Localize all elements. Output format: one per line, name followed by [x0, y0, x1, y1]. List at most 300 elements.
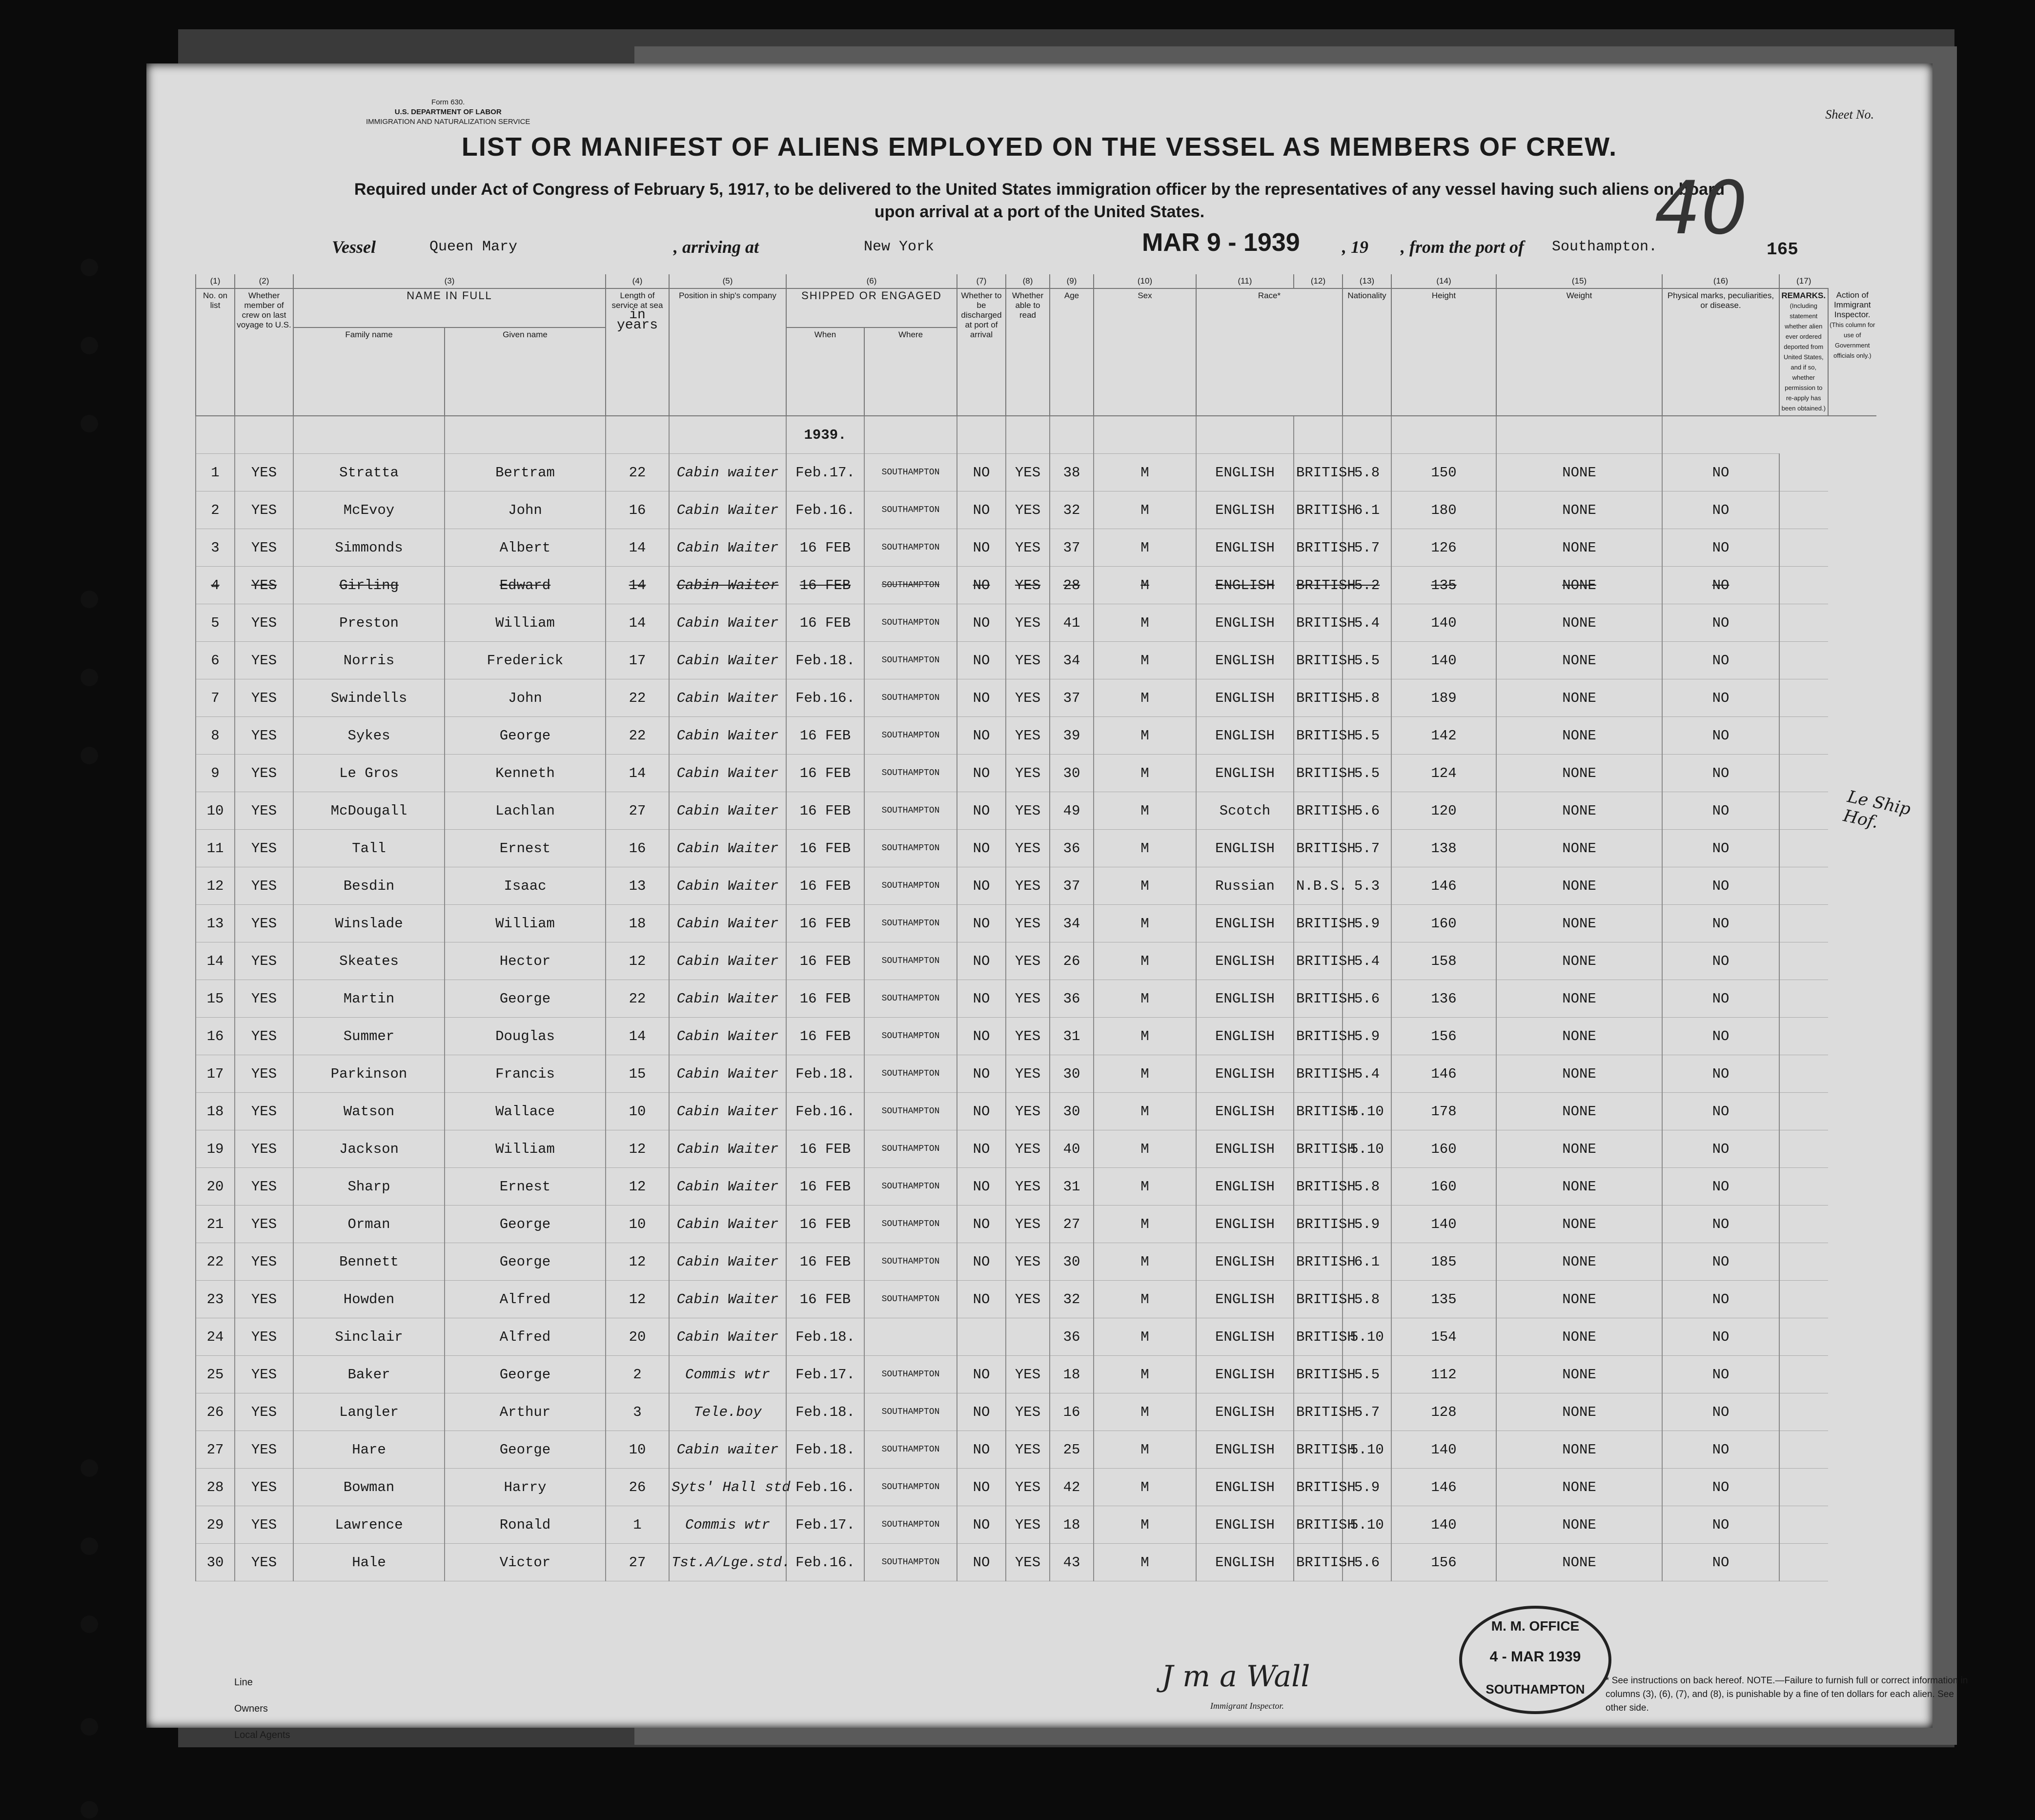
table-row [196, 1393, 1876, 1431]
cell-weight: 158 [1391, 942, 1496, 980]
cell-family: Parkinson [293, 1055, 445, 1093]
cell-no: 14 [196, 942, 235, 980]
colnum: (1) [196, 274, 235, 288]
cell-when: Feb.18. [786, 1431, 864, 1469]
cell-marks: NONE [1496, 792, 1662, 830]
cell-read: YES [1006, 792, 1050, 830]
cell-disch: NO [957, 491, 1006, 529]
cell-given: Francis [445, 1055, 606, 1093]
cell-family: Sinclair [293, 1318, 445, 1356]
cell-race: ENGLISH [1196, 830, 1294, 867]
cell-when: 16 FEB [786, 1130, 864, 1168]
cell-where: SOUTHAMPTON [864, 755, 957, 792]
cell-weight: 150 [1391, 454, 1496, 491]
cell-read: YES [1006, 491, 1050, 529]
cell-given: George [445, 717, 606, 755]
cell-where: SOUTHAMPTON [864, 1018, 957, 1055]
cell-action [1779, 1206, 1828, 1243]
header-given-name: Given name [445, 327, 606, 416]
cell-given: Bertram [445, 454, 606, 491]
cell-where: SOUTHAMPTON [864, 905, 957, 942]
cell-sex: M [1094, 942, 1196, 980]
cell-remarks: NO [1662, 980, 1779, 1018]
colnum: (2) [235, 274, 293, 288]
cell-marks: NONE [1496, 942, 1662, 980]
cell-age: 26 [1050, 942, 1094, 980]
cell-read: YES [1006, 1243, 1050, 1281]
binder-hole [81, 337, 98, 354]
binder-hole [81, 1718, 98, 1736]
cell-position: Cabin Waiter [669, 1206, 786, 1243]
cell-disch: NO [957, 1506, 1006, 1544]
cell-where: SOUTHAMPTON [864, 567, 957, 604]
cell-marks: NONE [1496, 679, 1662, 717]
cell-given: William [445, 604, 606, 642]
table-row [196, 1431, 1876, 1469]
cell-race: ENGLISH [1196, 755, 1294, 792]
header-action [1828, 288, 1877, 416]
cell-marks: NONE [1496, 1393, 1662, 1431]
cell-age: 18 [1050, 1356, 1094, 1393]
cell-no: 25 [196, 1356, 235, 1393]
cell-race: ENGLISH [1196, 905, 1294, 942]
cell-remarks: NO [1662, 642, 1779, 679]
cell-last: YES [235, 1281, 293, 1318]
cell-nat: BRITISH [1294, 491, 1343, 529]
cell-family: Skeates [293, 942, 445, 980]
header-row [196, 288, 1876, 327]
cell-last: YES [235, 604, 293, 642]
vessel-name: Queen Mary [429, 239, 518, 255]
cell-no: 18 [196, 1093, 235, 1130]
cell-last: YES [235, 1055, 293, 1093]
cell-when: 16 FEB [786, 942, 864, 980]
cell-remarks: NO [1662, 905, 1779, 942]
cell-when: 16 FEB [786, 604, 864, 642]
cell-age: 34 [1050, 642, 1094, 679]
cell-when: 16 FEB [786, 1281, 864, 1318]
cell-family: Lawrence [293, 1506, 445, 1544]
cell-where: SOUTHAMPTON [864, 529, 957, 567]
cell-no: 13 [196, 905, 235, 942]
cell-service: 12 [606, 942, 669, 980]
cell-position: Commis wtr [669, 1356, 786, 1393]
cell-position: Tst.A/Lge.std. [669, 1544, 786, 1581]
cell-no: 19 [196, 1130, 235, 1168]
cell-weight: 180 [1391, 491, 1496, 529]
table-row [196, 679, 1876, 717]
vessel-label: Vessel [332, 237, 376, 257]
manifest-page [146, 63, 1968, 1740]
cell-remarks: NO [1662, 1055, 1779, 1093]
table-row [196, 1506, 1876, 1544]
cell-age: 41 [1050, 604, 1094, 642]
cell-last: YES [235, 942, 293, 980]
cell-race: ENGLISH [1196, 491, 1294, 529]
cell-service: 14 [606, 755, 669, 792]
cell-read: YES [1006, 1206, 1050, 1243]
cell-service: 22 [606, 980, 669, 1018]
cell-action [1779, 717, 1828, 755]
cell-sex: M [1094, 755, 1196, 792]
cell-nat: BRITISH [1294, 1281, 1343, 1318]
binder-hole [81, 591, 98, 608]
cell-where [864, 1318, 957, 1356]
cell-age: 34 [1050, 905, 1094, 942]
cell-disch: NO [957, 679, 1006, 717]
cell-service: 22 [606, 454, 669, 491]
cell-height: 5.2 [1343, 567, 1391, 604]
cell-given: George [445, 1431, 606, 1469]
cell-weight: 140 [1391, 1206, 1496, 1243]
cell-position: Cabin Waiter [669, 792, 786, 830]
cell-height: 5.4 [1343, 942, 1391, 980]
cell-service: 12 [606, 1243, 669, 1281]
header-discharged: Whether to be discharged at port of arrival [957, 288, 1006, 416]
cell-nat: BRITISH [1294, 942, 1343, 980]
cell-when: 16 FEB [786, 1206, 864, 1243]
cell-age: 30 [1050, 1055, 1094, 1093]
table-row [196, 604, 1876, 642]
cell-sex: M [1094, 1393, 1196, 1431]
cell-no: 22 [196, 1243, 235, 1281]
cell-disch: NO [957, 1544, 1006, 1581]
cell-family: Bowman [293, 1469, 445, 1506]
cell-read: YES [1006, 1055, 1050, 1093]
table-row [196, 1243, 1876, 1281]
cell-height: 5.10 [1343, 1506, 1391, 1544]
cell-remarks: NO [1662, 1168, 1779, 1206]
cell-given: Harry [445, 1469, 606, 1506]
header-service-unit: in years [616, 307, 658, 333]
header-weight: Weight [1496, 288, 1662, 416]
cell-service: 13 [606, 867, 669, 905]
colnum: (7) [957, 274, 1006, 288]
cell-disch: NO [957, 1281, 1006, 1318]
cell-remarks: NO [1662, 1318, 1779, 1356]
cell-where: SOUTHAMPTON [864, 830, 957, 867]
cell-service: 10 [606, 1431, 669, 1469]
cell-age: 32 [1050, 491, 1094, 529]
footer-labels [234, 1669, 290, 1748]
cell-disch [957, 1318, 1006, 1356]
cell-family: Jackson [293, 1130, 445, 1168]
cell-action [1779, 1130, 1828, 1168]
cell-height: 5.9 [1343, 1469, 1391, 1506]
cell-service: 15 [606, 1055, 669, 1093]
cell-sex: M [1094, 1018, 1196, 1055]
cell-where: SOUTHAMPTON [864, 491, 957, 529]
cell-remarks: NO [1662, 529, 1779, 567]
cell-when: Feb.16. [786, 1544, 864, 1581]
cell-no: 29 [196, 1506, 235, 1544]
cell-race: ENGLISH [1196, 1281, 1294, 1318]
cell-where: SOUTHAMPTON [864, 604, 957, 642]
cell-sex: M [1094, 830, 1196, 867]
cell-given: Isaac [445, 867, 606, 905]
table-row [196, 792, 1876, 830]
cell-nat: BRITISH [1294, 1469, 1343, 1506]
cell-age: 18 [1050, 1506, 1094, 1544]
cell-age: 30 [1050, 755, 1094, 792]
cell-no: 3 [196, 529, 235, 567]
cell-read: YES [1006, 604, 1050, 642]
cell-when: 16 FEB [786, 867, 864, 905]
cell-read: YES [1006, 942, 1050, 980]
cell-family: Hare [293, 1431, 445, 1469]
cell-when: Feb.16. [786, 1093, 864, 1130]
cell-last: YES [235, 1544, 293, 1581]
colnum: (11) [1196, 274, 1294, 288]
cell-given: Alfred [445, 1318, 606, 1356]
cell-read [1006, 1318, 1050, 1356]
cell-position: Cabin Waiter [669, 905, 786, 942]
stamp-date: 4 - MAR 1939 [1489, 1649, 1581, 1665]
cell-action [1779, 1469, 1828, 1506]
cell-weight: 136 [1391, 980, 1496, 1018]
cell-marks: NONE [1496, 755, 1662, 792]
sheet-number-handwritten: 40 [1654, 166, 1748, 251]
cell-family: Girling [293, 567, 445, 604]
cell-remarks: NO [1662, 717, 1779, 755]
table-row [196, 1206, 1876, 1243]
cell-last: YES [235, 491, 293, 529]
cell-when: Feb.18. [786, 1055, 864, 1093]
column-number-row [196, 274, 1876, 288]
cell-action [1779, 1318, 1828, 1356]
cell-given: Ernest [445, 830, 606, 867]
header-remarks-note: (Including statement whether alien ever ordered deported from United States, and if so, whether permission to re-apply has been obtained.) [1781, 302, 1826, 412]
cell-last: YES [235, 1318, 293, 1356]
cell-service: 16 [606, 491, 669, 529]
cell-no: 1 [196, 454, 235, 491]
cell-last: YES [235, 792, 293, 830]
cell-where: SOUTHAMPTON [864, 1356, 957, 1393]
cell-sex: M [1094, 529, 1196, 567]
cell-nat: BRITISH [1294, 1544, 1343, 1581]
table-row [196, 1018, 1876, 1055]
cell-disch: NO [957, 867, 1006, 905]
cell-race: ENGLISH [1196, 567, 1294, 604]
cell-disch: NO [957, 1130, 1006, 1168]
cell-weight: 178 [1391, 1093, 1496, 1130]
cell-age: 40 [1050, 1130, 1094, 1168]
colnum: (14) [1391, 274, 1496, 288]
cell-disch: NO [957, 567, 1006, 604]
cell-last: YES [235, 642, 293, 679]
cell-sex: M [1094, 1469, 1196, 1506]
cell-disch: NO [957, 980, 1006, 1018]
cell-service: 1 [606, 1506, 669, 1544]
cell-weight: 156 [1391, 1544, 1496, 1581]
cell-height: 5.9 [1343, 1018, 1391, 1055]
cell-last: YES [235, 1393, 293, 1431]
table-row [196, 1168, 1876, 1206]
cell-race: ENGLISH [1196, 1243, 1294, 1281]
cell-when: 16 FEB [786, 1018, 864, 1055]
cell-sex: M [1094, 1168, 1196, 1206]
cell-action [1779, 905, 1828, 942]
binder-hole [81, 1616, 98, 1633]
office-stamp [1459, 1606, 1611, 1714]
cell-remarks: NO [1662, 792, 1779, 830]
cell-service: 2 [606, 1356, 669, 1393]
cell-height: 5.10 [1343, 1318, 1391, 1356]
cell-family: Orman [293, 1206, 445, 1243]
cell-no: 7 [196, 679, 235, 717]
cell-when: 16 FEB [786, 755, 864, 792]
binder-hole [81, 259, 98, 276]
cell-disch: NO [957, 454, 1006, 491]
cell-no: 5 [196, 604, 235, 642]
cell-disch: NO [957, 905, 1006, 942]
cell-action [1779, 567, 1828, 604]
year-label: , 19 [1342, 237, 1368, 257]
cell-service: 14 [606, 529, 669, 567]
cell-no: 8 [196, 717, 235, 755]
cell-read: YES [1006, 529, 1050, 567]
cell-marks: NONE [1496, 454, 1662, 491]
cell-read: YES [1006, 1093, 1050, 1130]
cell-action [1779, 1281, 1828, 1318]
cell-service: 17 [606, 642, 669, 679]
cell-family: Besdin [293, 867, 445, 905]
cell-height: 5.5 [1343, 717, 1391, 755]
cell-weight: 160 [1391, 1168, 1496, 1206]
cell-no: 9 [196, 755, 235, 792]
cell-service: 22 [606, 679, 669, 717]
cell-remarks: NO [1662, 679, 1779, 717]
table-row [196, 867, 1876, 905]
cell-family: Winslade [293, 905, 445, 942]
cell-service: 27 [606, 1544, 669, 1581]
cell-family: McEvoy [293, 491, 445, 529]
binder-hole [81, 747, 98, 764]
cell-remarks: NO [1662, 942, 1779, 980]
inspector-signature: J m a Wall [1161, 1659, 1310, 1694]
cell-family: Bennett [293, 1243, 445, 1281]
cell-height: 5.6 [1343, 980, 1391, 1018]
cell-given: George [445, 980, 606, 1018]
cell-last: YES [235, 1469, 293, 1506]
cell-action [1779, 755, 1828, 792]
cell-family: Martin [293, 980, 445, 1018]
cell-weight: 140 [1391, 1506, 1496, 1544]
cell-position: Cabin Waiter [669, 1130, 786, 1168]
cell-nat: BRITISH [1294, 1506, 1343, 1544]
cell-marks: NONE [1496, 1506, 1662, 1544]
arriving-port: New York [864, 239, 935, 255]
crew-rows [196, 454, 1876, 1581]
cell-read: YES [1006, 1506, 1050, 1544]
cell-weight: 146 [1391, 867, 1496, 905]
cell-nat: BRITISH [1294, 717, 1343, 755]
cell-disch: NO [957, 942, 1006, 980]
cell-race: ENGLISH [1196, 1544, 1294, 1581]
cell-position: Cabin Waiter [669, 1093, 786, 1130]
cell-position: Cabin Waiter [669, 1243, 786, 1281]
cell-no: 30 [196, 1544, 235, 1581]
cell-where: SOUTHAMPTON [864, 867, 957, 905]
table-row [196, 905, 1876, 942]
cell-position: Cabin Waiter [669, 1168, 786, 1206]
binder-hole [81, 669, 98, 686]
cell-remarks: NO [1662, 1431, 1779, 1469]
header-service-label: Length of service at sea [611, 291, 663, 310]
cell-height: 5.7 [1343, 529, 1391, 567]
cell-height: 5.7 [1343, 1393, 1391, 1431]
cell-action [1779, 679, 1828, 717]
crew-table [195, 274, 1876, 1581]
cell-action [1779, 1506, 1828, 1544]
cell-family: Swindells [293, 679, 445, 717]
cell-weight: 160 [1391, 1130, 1496, 1168]
cell-race: ENGLISH [1196, 1506, 1294, 1544]
cell-marks: NONE [1496, 830, 1662, 867]
stamp-top: M. M. OFFICE [1491, 1618, 1580, 1634]
cell-remarks: NO [1662, 454, 1779, 491]
cell-nat: BRITISH [1294, 679, 1343, 717]
from-port: Southampton. [1552, 239, 1658, 255]
cell-disch: NO [957, 1018, 1006, 1055]
table-row [196, 491, 1876, 529]
cell-position: Cabin Waiter [669, 642, 786, 679]
cell-remarks: NO [1662, 1544, 1779, 1581]
cell-race: ENGLISH [1196, 1055, 1294, 1093]
cell-service: 12 [606, 1281, 669, 1318]
cell-disch: NO [957, 1356, 1006, 1393]
colnum: (9) [1050, 274, 1094, 288]
cell-marks: NONE [1496, 905, 1662, 942]
cell-marks: NONE [1496, 1318, 1662, 1356]
cell-family: Baker [293, 1356, 445, 1393]
cell-age: 43 [1050, 1544, 1094, 1581]
cell-nat: BRITISH [1294, 1055, 1343, 1093]
cell-weight: 140 [1391, 604, 1496, 642]
binder-hole [81, 1537, 98, 1555]
cell-action [1779, 942, 1828, 980]
cell-given: Albert [445, 529, 606, 567]
cell-race: ENGLISH [1196, 1018, 1294, 1055]
cell-read: YES [1006, 867, 1050, 905]
cell-no: 2 [196, 491, 235, 529]
cell-sex: M [1094, 604, 1196, 642]
cell-disch: NO [957, 1206, 1006, 1243]
margin-note: Le Ship Hof. [1841, 787, 1913, 833]
table-row [196, 1318, 1876, 1356]
cell-when: Feb.17. [786, 454, 864, 491]
header-shipped: SHIPPED OR ENGAGED [786, 288, 957, 327]
cell-last: YES [235, 1243, 293, 1281]
cell-nat: BRITISH [1294, 1318, 1343, 1356]
cell-disch: NO [957, 1055, 1006, 1093]
colnum: (4) [606, 274, 669, 288]
header-remarks [1779, 288, 1828, 416]
cell-weight: 146 [1391, 1469, 1496, 1506]
cell-where: SOUTHAMPTON [864, 1055, 957, 1093]
cell-nat: BRITISH [1294, 905, 1343, 942]
cell-remarks: NO [1662, 491, 1779, 529]
cell-sex: M [1094, 1506, 1196, 1544]
cell-sex: M [1094, 491, 1196, 529]
cell-height: 5.10 [1343, 1093, 1391, 1130]
cell-action [1779, 1093, 1828, 1130]
from-port-label: , from the port of [1401, 237, 1525, 257]
cell-position: Commis wtr [669, 1506, 786, 1544]
cell-family: Howden [293, 1281, 445, 1318]
list-number: 165 [1767, 240, 1798, 260]
cell-race: ENGLISH [1196, 679, 1294, 717]
